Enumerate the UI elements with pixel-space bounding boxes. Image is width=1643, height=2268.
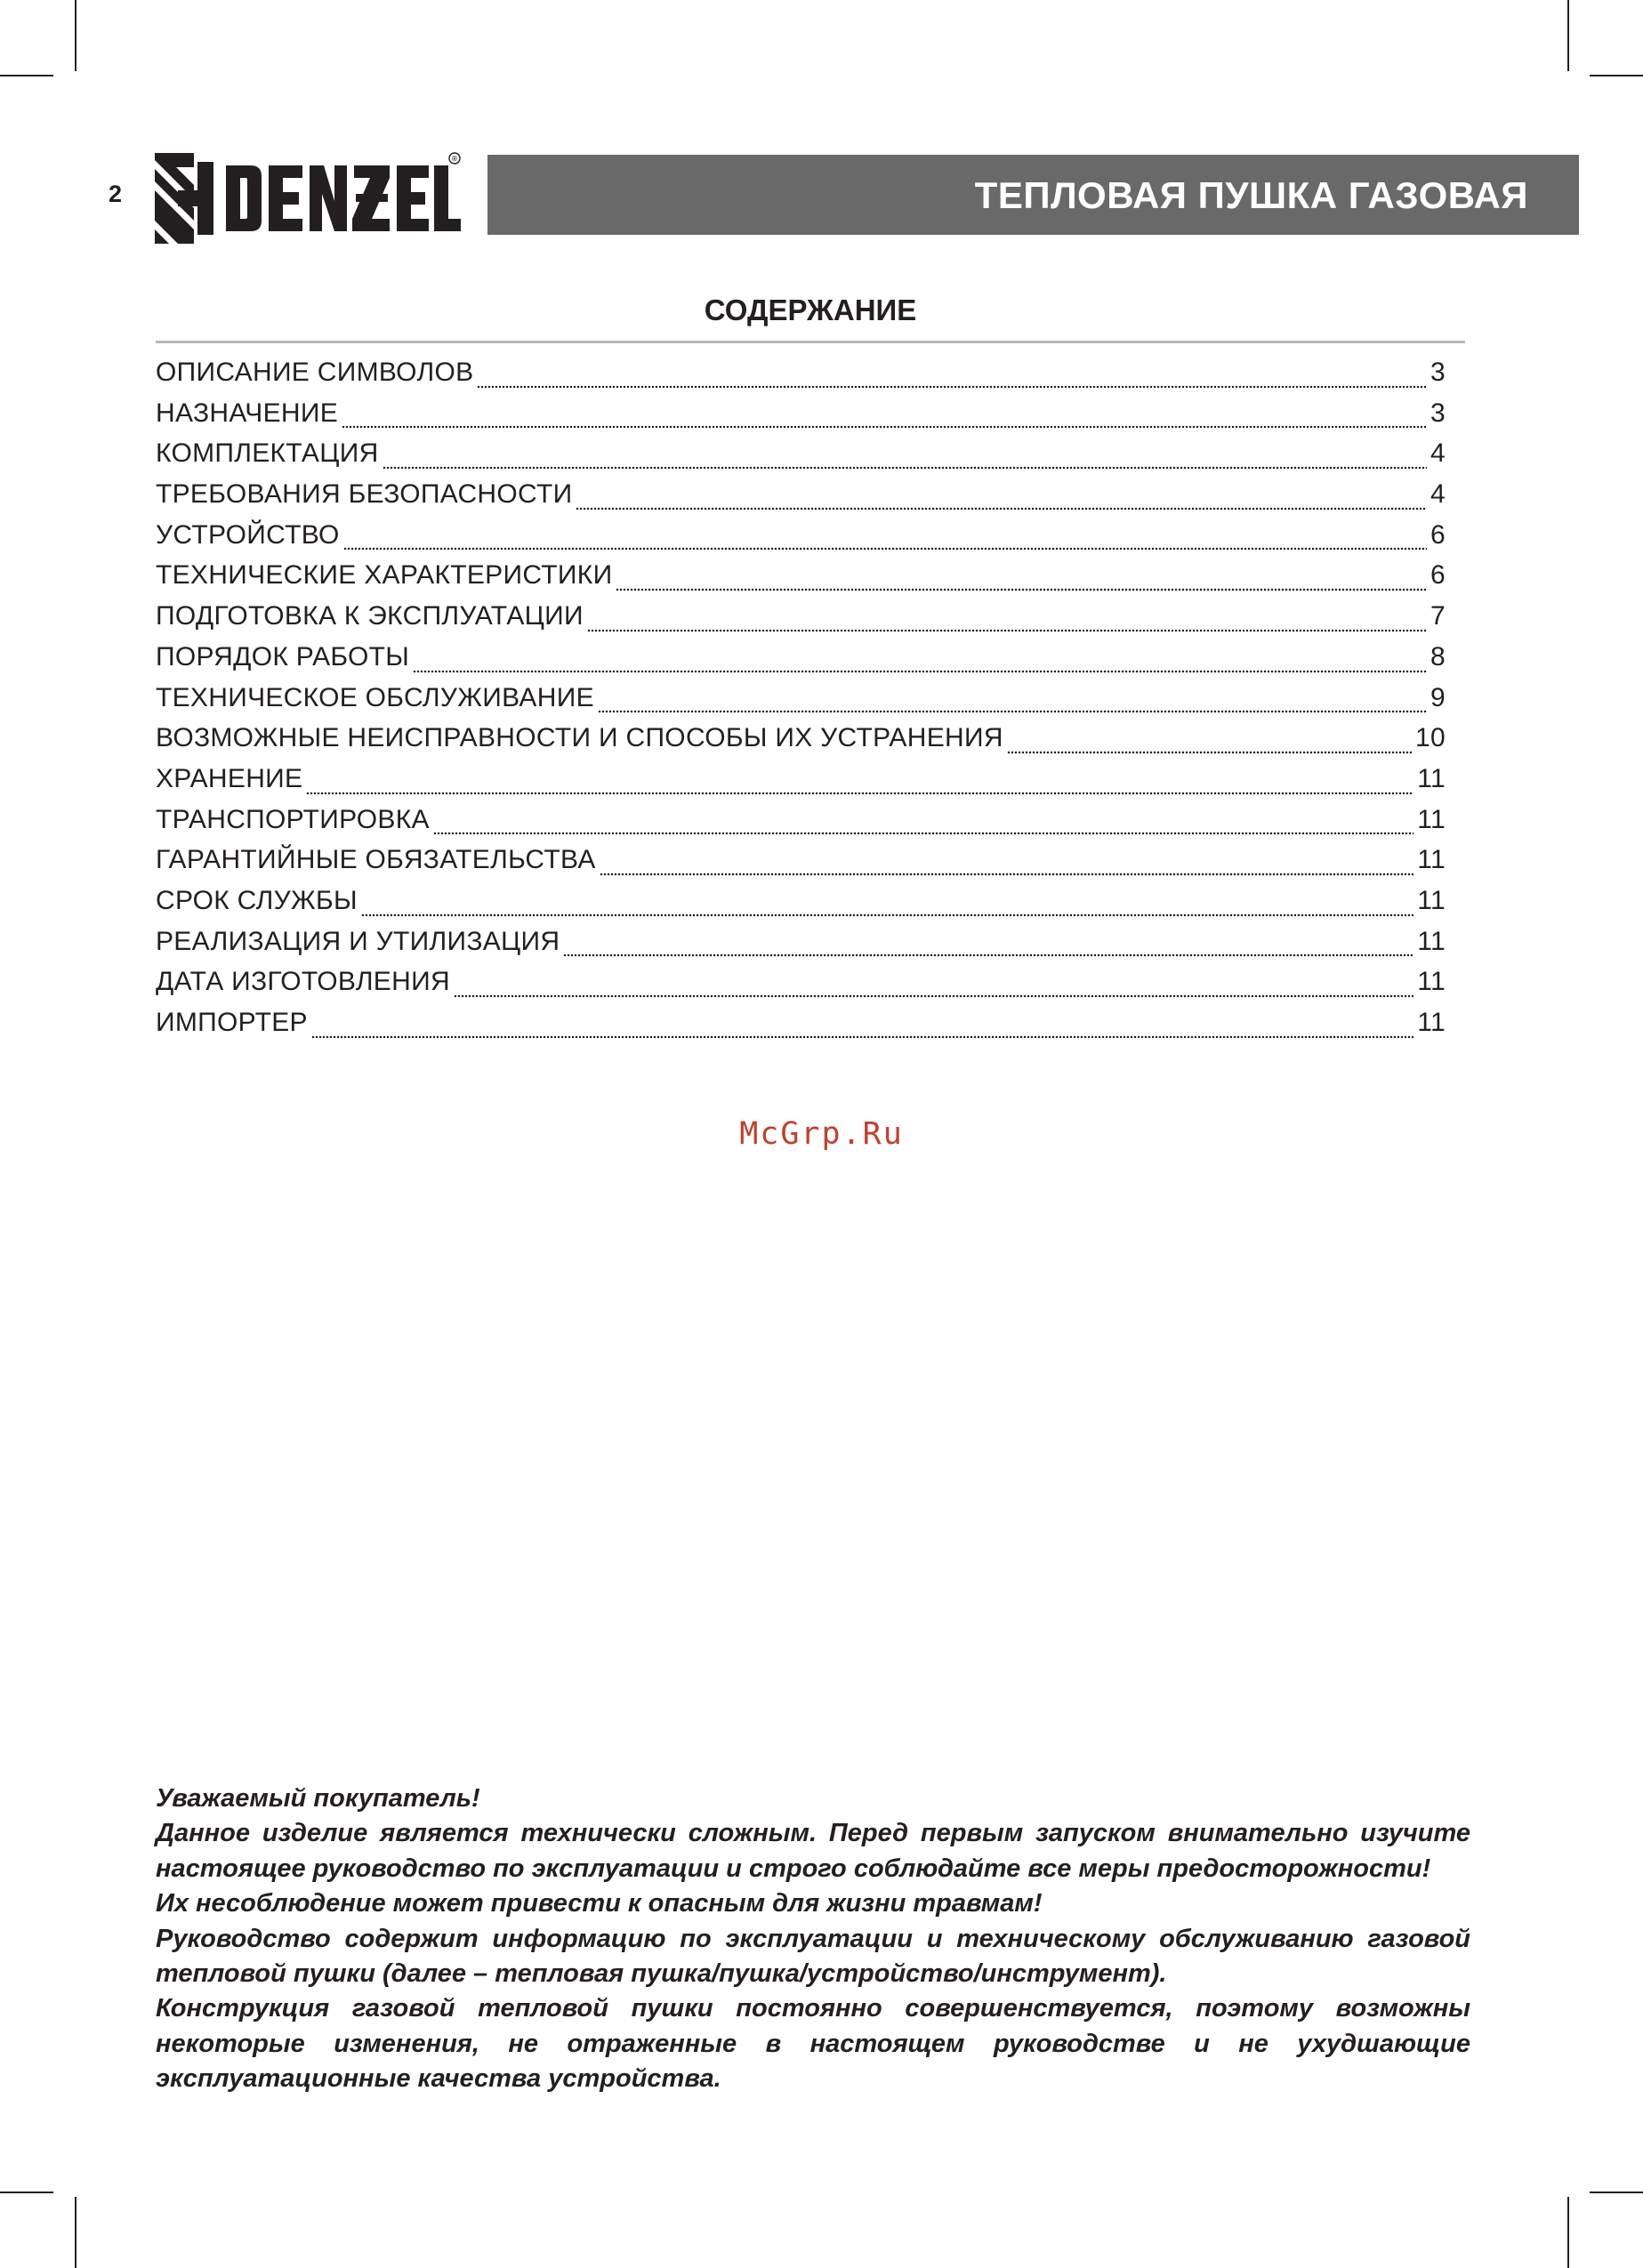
dot-leader [454, 994, 1413, 998]
toc-entry[interactable] [156, 886, 1446, 927]
toc-entry-title: НАЗНАЧЕНИЕ [156, 398, 339, 428]
toc-entry[interactable] [156, 967, 1446, 1008]
toc-entry[interactable] [156, 845, 1446, 886]
dot-leader [433, 832, 1413, 835]
crop-mark [1590, 2192, 1643, 2193]
notice-paragraph: Конструкция газовой тепловой пушки постоянно совершенствуется, поэтому возможны некоторые изменения, не отраженные в настоящем руководстве и не ухудшающие эксплуатационные качества устройства. [156, 1994, 1470, 2094]
crop-mark [0, 75, 53, 76]
toc-entry-title: ОПИСАНИЕ СИМВОЛОВ [156, 358, 474, 387]
notice-paragraph: Их несоблюдение может привести к опасным для жизни травмам! [156, 1889, 1043, 1918]
dot-leader [311, 1035, 1413, 1039]
toc-entry[interactable] [156, 927, 1446, 968]
toc-entry-title: ПОДГОТОВКА К ЭКСПЛУАТАЦИИ [156, 601, 584, 631]
toc-entry-page: 11 [1417, 845, 1446, 875]
toc-entry-page: 9 [1430, 682, 1446, 712]
denzel-wordmark [226, 165, 461, 231]
toc-entry-page: 8 [1430, 641, 1446, 672]
toc-entry[interactable] [156, 642, 1446, 683]
dot-leader [563, 953, 1413, 957]
toc-entry-page: 11 [1417, 763, 1446, 793]
crop-mark [75, 2197, 77, 2268]
toc-entry-page: 11 [1417, 885, 1446, 915]
toc-entry-title: ТЕХНИЧЕСКИЕ ХАРАКТЕРИСТИКИ [156, 560, 613, 591]
toc-entry-title: ТРАНСПОРТИРОВКА [156, 804, 430, 834]
toc-entry-page: 4 [1430, 438, 1446, 469]
toc-entry-page: 4 [1430, 479, 1446, 510]
toc-entry-title: КОМПЛЕКТАЦИЯ [156, 438, 379, 469]
toc-entry[interactable] [156, 764, 1446, 805]
dot-leader [361, 913, 1413, 917]
toc-entry-title: УСТРОЙСТВО [156, 519, 340, 550]
toc-entry[interactable] [156, 805, 1446, 846]
toc-entry[interactable] [156, 601, 1446, 642]
toc-entry[interactable] [156, 358, 1446, 398]
dot-leader [306, 792, 1413, 795]
dot-leader [576, 507, 1427, 511]
toc-entry-title: ВОЗМОЖНЫЕ НЕИСПРАВНОСТИ И СПОСОБЫ ИХ УСТРАНЕНИЯ [156, 723, 1003, 753]
toc-entry-title: ИМПОРТЕР [156, 1008, 308, 1037]
toc-divider [156, 341, 1465, 343]
crop-mark [1567, 0, 1569, 71]
toc-entry-title: ПОРЯДОК РАБОТЫ [156, 641, 410, 672]
toc-entry-page: 7 [1430, 601, 1446, 631]
dot-leader [600, 873, 1414, 876]
toc-entry-title: СРОК СЛУЖБЫ [156, 885, 358, 915]
toc-entry-title: ТЕХНИЧЕСКОЕ ОБСЛУЖИВАНИЕ [156, 682, 594, 712]
table-of-contents [156, 358, 1446, 1049]
denzel-emblem-icon [155, 153, 213, 244]
toc-entry[interactable] [156, 723, 1446, 764]
dot-leader [616, 588, 1427, 591]
dot-leader [343, 547, 1427, 551]
toc-entry[interactable] [156, 1008, 1446, 1049]
toc-entry-title: ГАРАНТИЙНЫЕ ОБЯЗАТЕЛЬСТВА [156, 845, 596, 875]
toc-entry[interactable] [156, 683, 1446, 724]
notice-paragraph: Данное изделие является технически сложным. Перед первым запуском внимательно изучите настоящее руководство по эксплуатации и строго соблюдайте все меры предосторожности! [156, 1819, 1470, 1883]
watermark-link[interactable]: McGrp.Ru [739, 1116, 904, 1152]
toc-entry-page: 11 [1417, 1008, 1446, 1037]
toc-entry[interactable] [156, 398, 1446, 439]
toc-entry-page: 11 [1417, 804, 1446, 834]
toc-entry-title: ТРЕБОВАНИЯ БЕЗОПАСНОСТИ [156, 479, 573, 510]
denzel-logo [151, 149, 463, 247]
registered-mark: ® [452, 155, 457, 163]
crop-mark [75, 0, 77, 71]
toc-entry-title: ХРАНЕНИЕ [156, 763, 303, 793]
page-number: 2 [109, 181, 123, 207]
crop-mark [1567, 2197, 1569, 2268]
toc-entry-title: ДАТА ИЗГОТОВЛЕНИЯ [156, 967, 450, 997]
toc-entry-page: 6 [1430, 560, 1446, 591]
dot-leader [477, 385, 1427, 389]
dot-leader [413, 670, 1427, 673]
customer-notice [156, 1781, 1470, 2097]
dot-leader [342, 425, 1427, 429]
toc-entry-page: 11 [1417, 967, 1446, 997]
crop-mark [0, 2192, 53, 2193]
toc-entry[interactable] [156, 520, 1446, 561]
toc-heading: СОДЕРЖАНИЕ [704, 294, 917, 326]
dot-leader [598, 710, 1427, 713]
toc-entry-page: 3 [1430, 358, 1446, 387]
notice-greeting: Уважаемый покупатель! [156, 1784, 480, 1813]
toc-entry[interactable] [156, 479, 1446, 520]
toc-entry-page: 6 [1430, 519, 1446, 550]
dot-leader [1007, 751, 1412, 754]
dot-leader [587, 629, 1427, 632]
toc-entry-page: 11 [1417, 926, 1446, 956]
dot-leader [383, 466, 1427, 470]
toc-entry-page: 3 [1430, 398, 1446, 428]
toc-entry[interactable] [156, 438, 1446, 479]
notice-paragraph: Руководство содержит информацию по эксплуатации и техническому обслуживанию газовой тепловой пушки (далее – тепловая пушка/пушка/устройство/инструмент). [156, 1924, 1470, 1989]
toc-entry-page: 10 [1415, 723, 1446, 753]
crop-mark [1590, 75, 1643, 76]
toc-entry[interactable] [156, 560, 1446, 601]
toc-entry-title: РЕАЛИЗАЦИЯ И УТИЛИЗАЦИЯ [156, 926, 560, 956]
document-title: ТЕПЛОВАЯ ПУШКА ГАЗОВАЯ [974, 174, 1528, 216]
